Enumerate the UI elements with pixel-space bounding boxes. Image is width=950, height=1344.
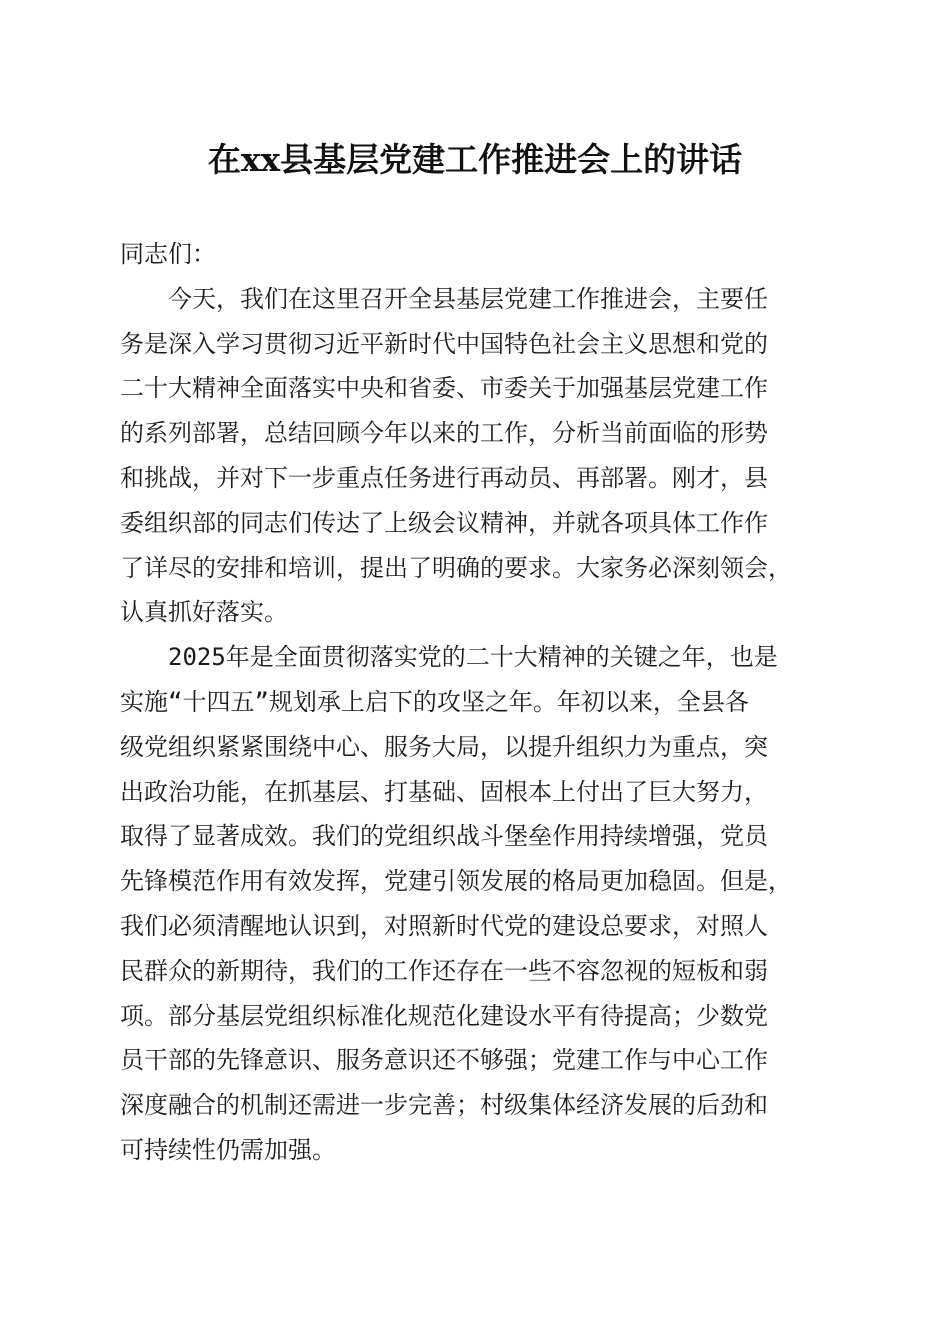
paragraph-line: 取得了显著成效。我们的党组织战斗堡垒作用持续增强，党员 (120, 822, 768, 851)
paragraph-1 (120, 277, 832, 635)
document-body (120, 232, 832, 1173)
paragraph-line: 和挑战，并对下一步重点任务进行再动员、再部署。刚才，县 (120, 463, 768, 492)
paragraph-line: 员干部的先锋意识、服务意识还不够强；党建工作与中心工作 (120, 1046, 768, 1075)
paragraph-line: 深度融合的机制还需进一步完善；村级集体经济发展的后劲和 (120, 1091, 768, 1120)
document-title: 在xx县基层党建工作推进会上的讲话 (207, 140, 743, 179)
paragraph-line: 了详尽的安排和培训，提出了明确的要求。大家务必深刻领会， (120, 553, 792, 582)
paragraph-line: 项。部分基层党组织标准化规范化建设水平有待提高；少数党 (120, 1001, 768, 1030)
paragraph-line: 认真抓好落实。 (120, 598, 288, 627)
paragraph-line: 今天，我们在这里召开全县基层党建工作推进会，主要任 (168, 284, 768, 313)
paragraph-2 (120, 635, 832, 1173)
paragraph-line: 级党组织紧紧围绕中心、服务大局，以提升组织力为重点，突 (120, 732, 768, 761)
paragraph-line: 我们必须清醒地认识到，对照新时代党的建设总要求，对照人 (120, 911, 768, 940)
paragraph-line: 二十大精神全面落实中央和省委、市委关于加强基层党建工作 (120, 374, 768, 403)
paragraph-line: 委组织部的同志们传达了上级会议精神，并就各项具体工作作 (120, 508, 768, 537)
paragraph-line: 务是深入学习贯彻习近平新时代中国特色社会主义思想和党的 (120, 329, 768, 358)
paragraph-line: 出政治功能，在抓基层、打基础、固根本上付出了巨大努力， (120, 777, 768, 806)
salutation: 同志们： (120, 240, 216, 268)
paragraph-line: 的系列部署，总结回顾今年以来的工作，分析当前面临的形势 (120, 419, 768, 448)
paragraph-line: 2025年是全面贯彻落实党的二十大精神的关键之年，也是 (168, 643, 778, 672)
paragraph-line: 可持续性仍需加强。 (120, 1135, 336, 1164)
paragraph-line: 实施“十四五”规划承上启下的攻坚之年。年初以来，全县各 (120, 687, 749, 716)
paragraph-line: 先锋模范作用有效发挥，党建引领发展的格局更加稳固。但是， (120, 867, 792, 896)
paragraph-line: 民群众的新期待，我们的工作还存在一些不容忽视的短板和弱 (120, 956, 768, 985)
